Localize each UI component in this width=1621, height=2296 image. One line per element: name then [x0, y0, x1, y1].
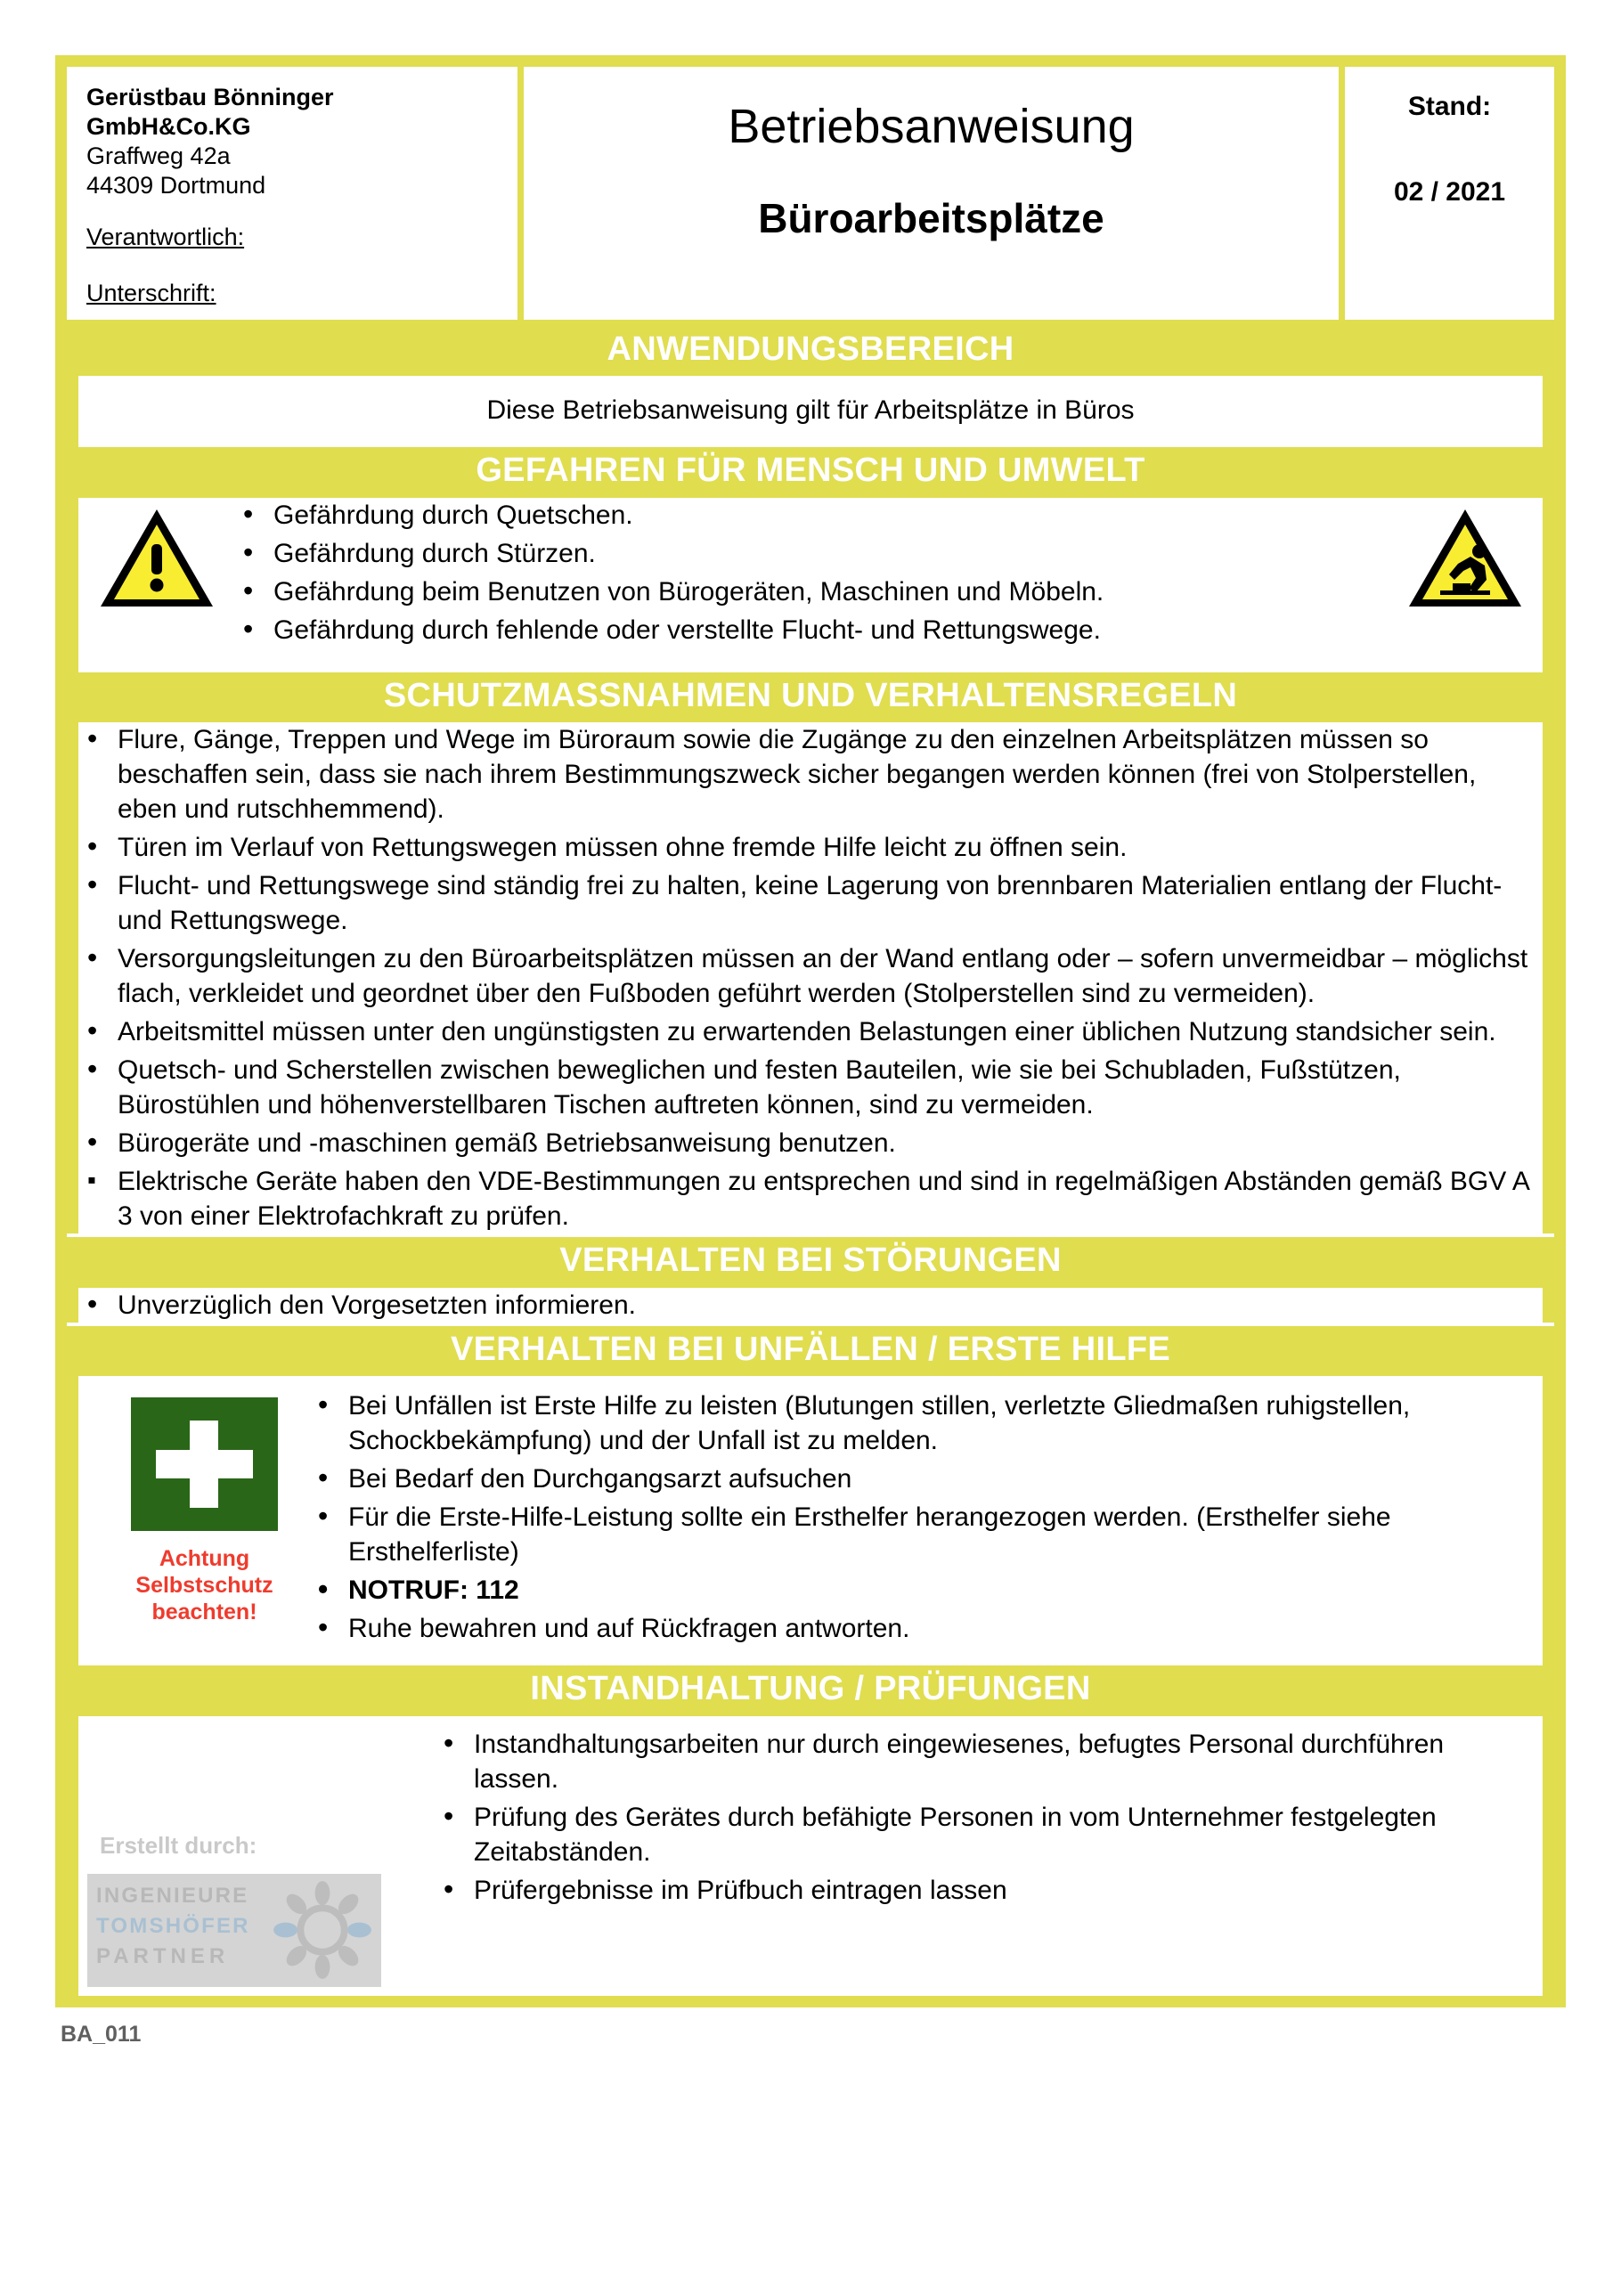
list-item: • Bei Bedarf den Durchgangsarzt aufsuchen	[309, 1461, 1521, 1496]
revision-date: 02 / 2021	[1393, 177, 1506, 207]
list-item: • Gefährdung durch fehlende oder verstellte Flucht- und Rettungswege.	[234, 613, 1387, 647]
responsible-label: Verantwortlich:	[86, 223, 245, 250]
revision-label: Stand:	[1407, 92, 1492, 121]
signature-label: Unterschrift:	[86, 279, 216, 306]
revision-block	[1345, 67, 1554, 320]
list-item: ▪ Elektrische Geräte haben den VDE-Bestimmungen zu entsprechen und sind in regelmäßigen Abständen gemäß BGV A 3 von einer Elektrofachkraft zu prüfen.	[78, 1164, 1543, 1233]
list-item: • Gefährdung durch Stürzen.	[234, 536, 1387, 571]
self-protection-line3: beachten!	[151, 1600, 257, 1625]
section-heading-measures: SCHUTZMASSNAHMEN UND VERHALTENSREGELN	[67, 672, 1554, 723]
title-block	[524, 67, 1345, 320]
list-item: • Quetsch- und Scherstellen zwischen beweglichen und festen Bauteilen, wie sie bei Schubladen, Fußstützen, Bürostühlen und höhenverstellbaren Tischen auftreten können, sind zu vermeiden.	[78, 1053, 1543, 1122]
section-body-measures	[67, 722, 1554, 1233]
list-item: • Prüfung des Gerätes durch befähigte Personen in vom Unternehmer festgelegten Zeitabständen.	[435, 1800, 1521, 1869]
creator-block	[87, 1727, 435, 1987]
document-subject-title: Büroarbeitsplätze	[758, 195, 1104, 242]
list-item: • Versorgungsleitungen zu den Büroarbeitsplätzen müssen an der Wand entlang oder – sofern unvermeidbar – möglichst flach, verkleidet und geordnet über den Fußboden geführt werden (Stolperstellen sind zu vermeiden).	[78, 941, 1543, 1011]
company-street: Graffweg 42a	[86, 142, 231, 169]
self-protection-line2: Selbstschutz	[135, 1573, 273, 1599]
section-heading-maintenance: INSTANDHALTUNG / PRÜFUNGEN	[67, 1665, 1554, 1716]
section-body-first-aid	[67, 1376, 1554, 1665]
warning-triangle-icon	[98, 505, 216, 612]
self-protection-warning	[100, 1545, 309, 1625]
logo-line-partner: PARTNER	[96, 1944, 230, 1969]
document-code: BA_011	[61, 2022, 142, 2048]
section-heading-hazards: GEFAHREN FÜR MENSCH UND UMWELT	[67, 447, 1554, 498]
list-item: • Türen im Verlauf von Rettungswegen müssen ohne fremde Hilfe leicht zu öffnen sein.	[78, 830, 1543, 865]
first-aid-icon-cell	[100, 1388, 309, 1625]
list-item: • Prüfergebnisse im Prüfbuch eintragen lassen	[435, 1873, 1521, 1908]
list-item: • Bürogeräte und -maschinen gemäß Betriebsanweisung benutzen.	[78, 1126, 1543, 1160]
logo-line-tomshoefer: TOMSHÖFER	[96, 1914, 250, 1939]
section-body-maintenance	[67, 1716, 1554, 1996]
list-item: • Ruhe bewahren und auf Rückfragen antworten.	[309, 1611, 1521, 1646]
list-item: • Flure, Gänge, Treppen und Wege im Büroraum sowie die Zugänge zu den einzelnen Arbeitsplätzen müssen so beschaffen sein, dass sie nach ihrem Bestimmungszweck sicher begangen werden können (frei von Stolperstellen, eben und rutschhemmend).	[78, 722, 1543, 826]
logo-line-ingenieure: INGENIEURE	[96, 1884, 249, 1909]
company-city: 44309 Dortmund	[86, 171, 266, 199]
gear-emblem-icon	[273, 1880, 372, 1980]
section-body-scope	[67, 376, 1554, 447]
trip-hazard-triangle-icon	[1406, 505, 1524, 612]
first-aid-cross-icon	[131, 1397, 278, 1531]
section-heading-malfunction: VERHALTEN BEI STÖRUNGEN	[67, 1237, 1554, 1288]
first-aid-list	[309, 1388, 1521, 1649]
section-heading-first-aid: VERHALTEN BEI UNFÄLLEN / ERSTE HILFE	[67, 1326, 1554, 1377]
company-name-line2: GmbH&Co.KG	[86, 112, 251, 140]
betriebsanweisung-document	[55, 55, 1566, 2007]
maintenance-list	[435, 1727, 1521, 1911]
list-item: • Unverzüglich den Vorgesetzten informieren.	[78, 1288, 1543, 1323]
list-item: • Arbeitsmittel müssen unter den ungünstigsten zu erwartenden Belastungen einer üblichen Nutzung standsicher sein.	[78, 1014, 1543, 1049]
list-item: • Gefährdung durch Quetschen.	[234, 498, 1387, 533]
emergency-number-item: • NOTRUF: 112	[309, 1573, 1521, 1608]
list-item: • Bei Unfällen ist Erste Hilfe zu leisten (Blutungen stillen, verletzte Gliedmaßen ruhigstellen, Schockbekämpfung) und der Unfall ist zu melden.	[309, 1388, 1521, 1458]
self-protection-line1: Achtung	[159, 1546, 250, 1572]
trip-hazard-triangle-icon-cell	[1387, 498, 1543, 612]
company-name-line1: Gerüstbau Bönninger	[86, 84, 334, 110]
creator-logo	[87, 1874, 381, 1987]
section-heading-scope: ANWENDUNGSBEREICH	[67, 326, 1554, 377]
section-body-hazards	[67, 498, 1554, 672]
warning-triangle-icon-cell	[78, 498, 234, 612]
malfunction-list	[78, 1288, 1543, 1323]
hazards-list	[234, 498, 1387, 651]
document-type-title: Betriebsanweisung	[728, 100, 1135, 153]
company-block	[67, 67, 524, 320]
section-body-malfunction	[67, 1288, 1554, 1323]
scope-text: Diese Betriebsanweisung gilt für Arbeitsplätze in Büros	[486, 395, 1135, 426]
list-item: • Für die Erste-Hilfe-Leistung sollte ein Ersthelfer herangezogen werden. (Ersthelfer siehe Ersthelferliste)	[309, 1500, 1521, 1569]
list-item: • Instandhaltungsarbeiten nur durch eingewiesenes, befugtes Personal durchführen lassen.	[435, 1727, 1521, 1796]
list-item: • Gefährdung beim Benutzen von Bürogeräten, Maschinen und Möbeln.	[234, 574, 1387, 609]
measures-list	[78, 722, 1543, 1233]
list-item: • Flucht- und Rettungswege sind ständig frei zu halten, keine Lagerung von brennbaren Materialien entlang der Flucht- und Rettungswege.	[78, 868, 1543, 938]
created-by-label: Erstellt durch:	[100, 1832, 257, 1860]
document-header	[67, 67, 1554, 326]
